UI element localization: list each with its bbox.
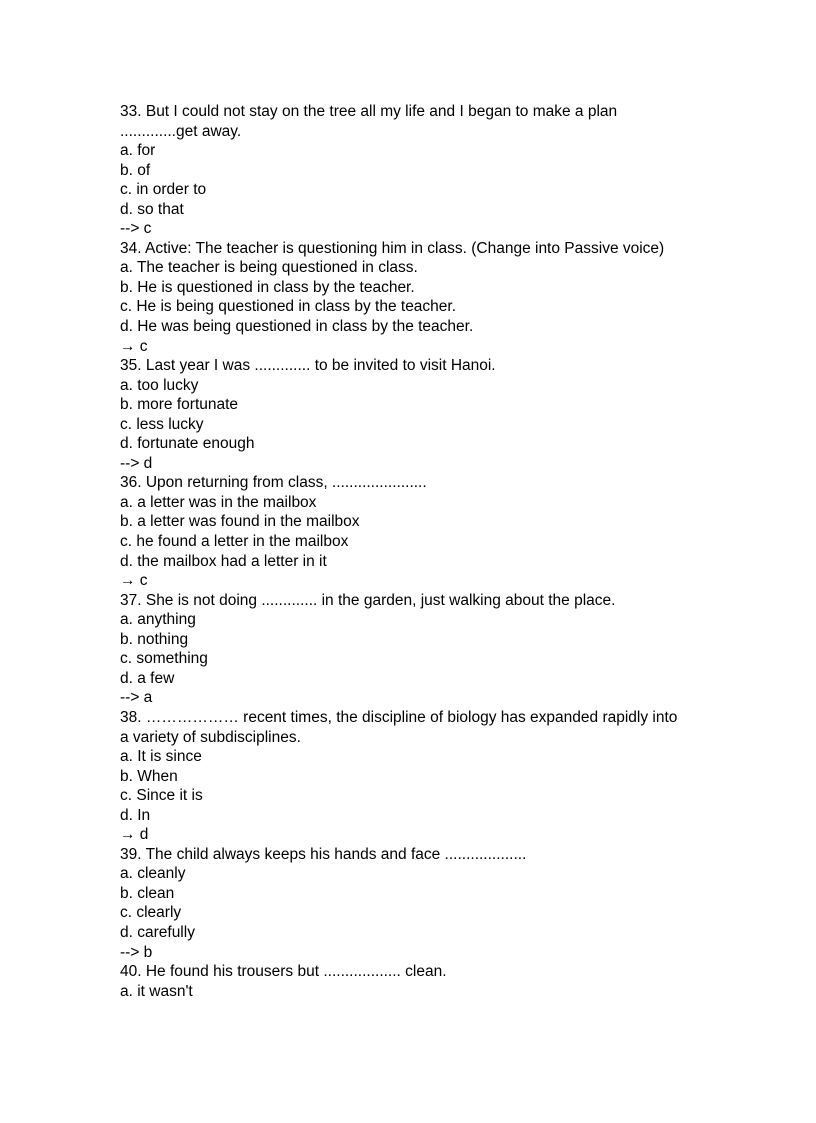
text-line: c. in order to xyxy=(120,181,207,199)
text-line: d. fortunate enough xyxy=(120,435,255,453)
document-page xyxy=(120,102,720,1001)
text-line: 35. Last year I was ............. to be invited to visit Hanoi. xyxy=(120,357,496,375)
text-line: → c xyxy=(120,572,148,590)
text-line: 36. Upon returning from class, ...................... xyxy=(120,474,427,492)
text-line: a. too lucky xyxy=(120,376,199,394)
text-line: 39. The child always keeps his hands and face ................... xyxy=(120,845,527,863)
text-line: c. clearly xyxy=(120,904,182,922)
text-line: --> b xyxy=(120,943,153,961)
text-line: c. something xyxy=(120,650,208,668)
text-line: → c xyxy=(120,337,148,355)
text-line: 37. She is not doing ............. in the garden, just walking about the place. xyxy=(120,591,616,609)
text-line: 34. Active: The teacher is questioning him in class. (Change into Passive voice) xyxy=(120,239,665,257)
text-line: a. It is since xyxy=(120,748,202,766)
text-line: a variety of subdisciplines. xyxy=(120,728,301,746)
text-line: c. less lucky xyxy=(120,415,204,433)
text-line: b. When xyxy=(120,767,178,785)
text-line: b. nothing xyxy=(120,630,189,648)
text-line: d. In xyxy=(120,806,151,824)
text-line: → d xyxy=(120,826,149,844)
text-line: b. clean xyxy=(120,884,175,902)
text-line: d. He was being questioned in class by the teacher. xyxy=(120,318,474,336)
text-line: 33. But I could not stay on the tree all my life and I began to make a plan xyxy=(120,103,618,120)
text-line: d. the mailbox had a letter in it xyxy=(120,552,327,570)
text-line: c. Since it is xyxy=(120,787,203,805)
text-line: d. so that xyxy=(120,200,184,218)
text-line: c. he found a letter in the mailbox xyxy=(120,533,349,551)
text-line: c. He is being questioned in class by the teacher. xyxy=(120,298,457,316)
text-line: b. He is questioned in class by the teacher. xyxy=(120,278,415,296)
text-line: 38. ……………… recent times, the discipline of biology has expanded rapidly into xyxy=(120,708,678,726)
text-line: b. a letter was found in the mailbox xyxy=(120,513,360,531)
text-line: d. a few xyxy=(120,669,175,687)
text-line: a. cleanly xyxy=(120,865,186,883)
text-line: a. a letter was in the mailbox xyxy=(120,493,317,511)
text-line: --> a xyxy=(120,689,153,707)
text-line: a. it wasn't xyxy=(120,982,193,1000)
text-line: d. carefully xyxy=(120,923,195,941)
text-line: a. anything xyxy=(120,611,196,629)
text-line: 40. He found his trousers but .................. clean. xyxy=(120,963,447,981)
text-line: a. The teacher is being questioned in class. xyxy=(120,259,418,277)
text-line: b. of xyxy=(120,161,151,179)
text-line: --> c xyxy=(120,220,152,238)
text-line: --> d xyxy=(120,454,153,472)
text-line: b. more fortunate xyxy=(120,396,239,414)
text-line: .............get away. xyxy=(120,122,242,140)
text-line: a. for xyxy=(120,142,156,160)
